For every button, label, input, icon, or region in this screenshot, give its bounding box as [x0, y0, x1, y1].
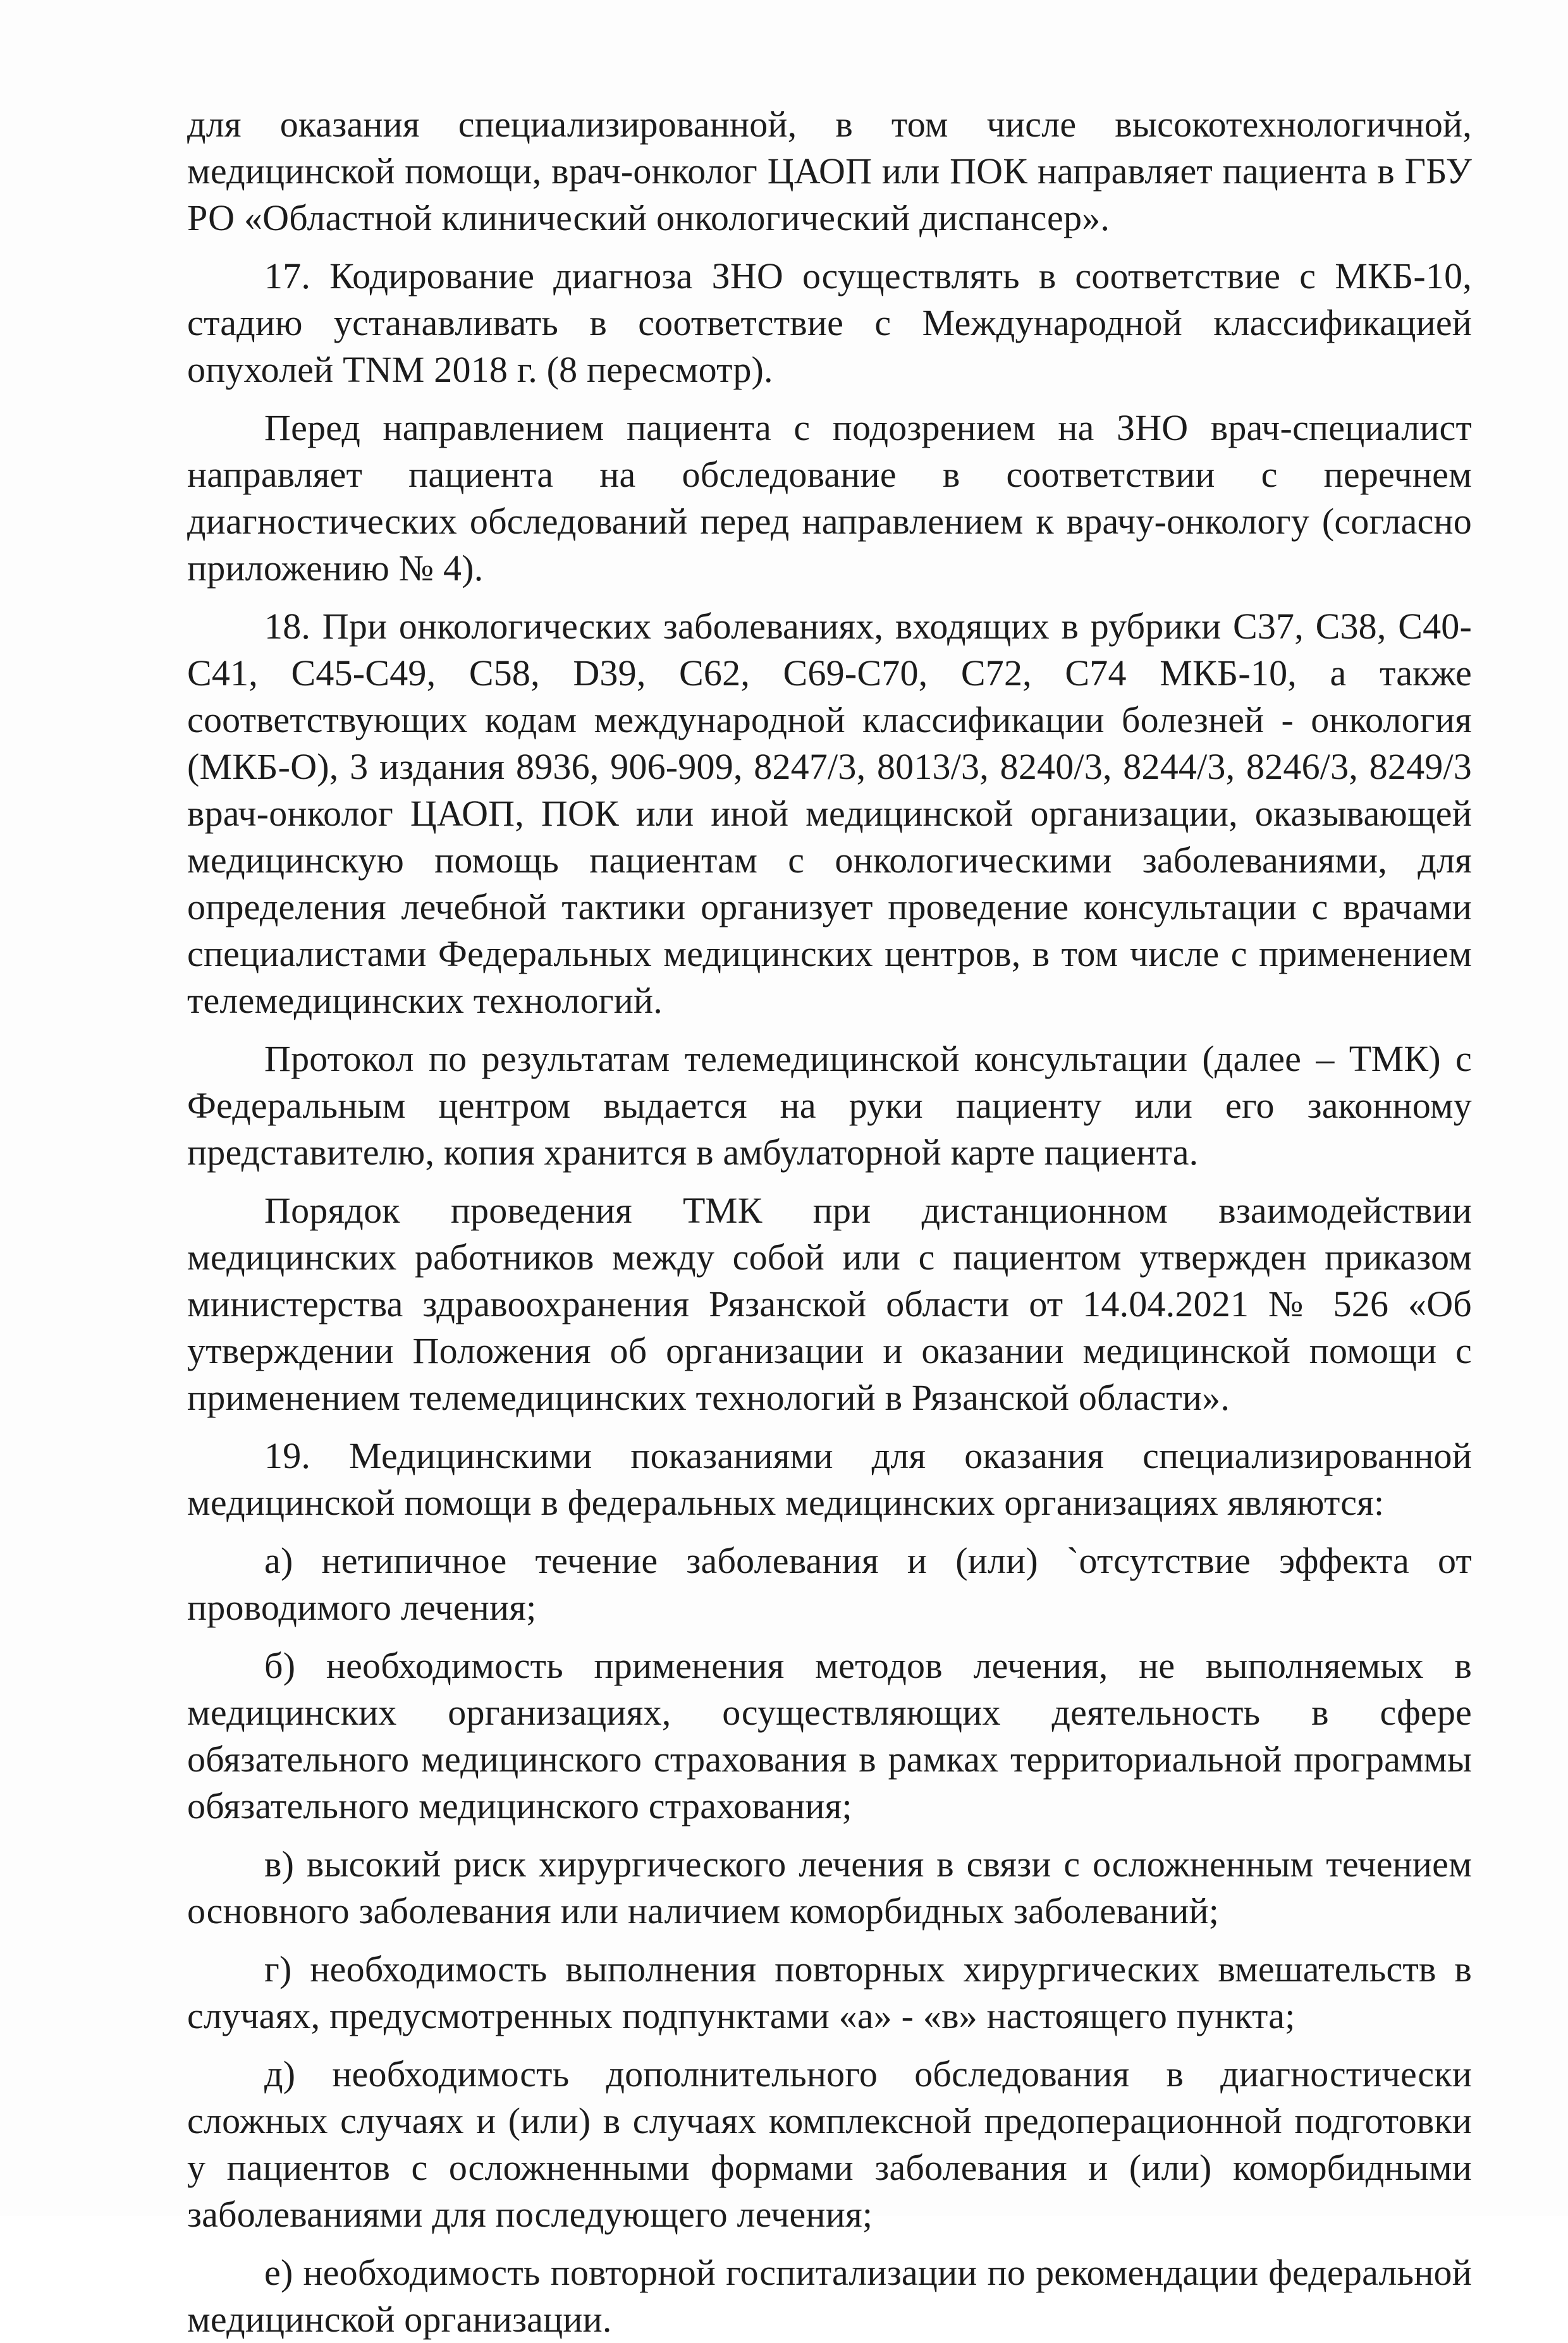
paragraph-referral-continuation: для оказания специализированной, в том числе высокотехнологичной, медицинской помощи, врач-онколог ЦАОП или ПОК направляет пациента в ГБУ РО «Областной клинический онкологический диспансер». [187, 104, 1472, 238]
document-body [187, 101, 1472, 2343]
list-item-v: в) высокий риск хирургического лечения в связи с осложненным течением основного заболевания или наличием коморбидных заболеваний; [187, 1844, 1472, 1931]
list-item-e: е) необходимость повторной госпитализации по рекомендации федеральной медицинской организации. [187, 2252, 1472, 2340]
paragraph-tmk-order: Порядок проведения ТМК при дистанционном взаимодействии медицинских работников между собой или с пациентом утвержден приказом министерства здравоохранения Рязанской области от 14.04.2021 № 526 «Об утверждении Положения об организации и оказании медицинской помощи с применением телемедицинских технологий в Рязанской области». [187, 1190, 1472, 1418]
list-item-g: г) необходимость выполнения повторных хирургических вмешательств в случаях, предусмотренных подпунктами «а» - «в» настоящего пункта; [187, 1948, 1472, 2036]
paragraph-tmk-protocol: Протокол по результатам телемедицинской консультации (далее – ТМК) с Федеральным центром выдается на руки пациенту или его законному представителю, копия хранится в амбулаторной карте пациента. [187, 1038, 1472, 1173]
list-item-d: д) необходимость дополнительного обследования в диагностически сложных случаях и (или) в случаях комплексной предоперационной подготовки у пациентов с осложненными формами заболевания и (или) коморбидными заболеваниями для последующего лечения; [187, 2053, 1472, 2235]
paragraph-17-coding: 17. Кодирование диагноза ЗНО осуществлять в соответствие с МКБ-10, стадию устанавливать в соответствие с Международной классификацией опухолей TNM 2018 г. (8 пересмотр). [187, 255, 1472, 390]
list-item-a: а) нетипичное течение заболевания и (или) `отсутствие эффекта от проводимого лечения; [187, 1540, 1472, 1628]
list-item-b: б) необходимость применения методов лечения, не выполняемых в медицинских организациях, осуществляющих деятельность в сфере обязательного медицинского страхования в рамках территориальной программы обязательного медицинского страхования; [187, 1645, 1472, 1826]
paragraph-pre-referral-exam: Перед направлением пациента с подозрением на ЗНО врач-специалист направляет пациента на обследование в соответствии с перечнем диагностических обследований перед направлением к врачу-онкологу (согласно приложению № 4). [187, 407, 1472, 589]
paragraph-19-indications: 19. Медицинскими показаниями для оказания специализированной медицинской помощи в федеральных медицинских организациях являются: [187, 1435, 1472, 1523]
paragraph-18-consultation: 18. При онкологических заболеваниях, входящих в рубрики С37, С38, С40-С41, С45-С49, С58, D39, С62, С69-С70, С72, С74 МКБ-10, а также соответствующих кодам международной классификации болезней - онкология (МКБ-О), 3 издания 8936, 906-909, 8247/3, 8013/3, 8240/3, 8244/3, 8246/3, 8249/3 врач-онколог ЦАОП, ПОК или иной медицинской организации, оказывающей медицинскую помощь пациентам с онкологическими заболеваниями, для определения лечебной тактики организует проведение консультации с врачами специалистами Федеральных медицинских центров, в том числе с применением телемедицинских технологий. [187, 606, 1472, 1021]
